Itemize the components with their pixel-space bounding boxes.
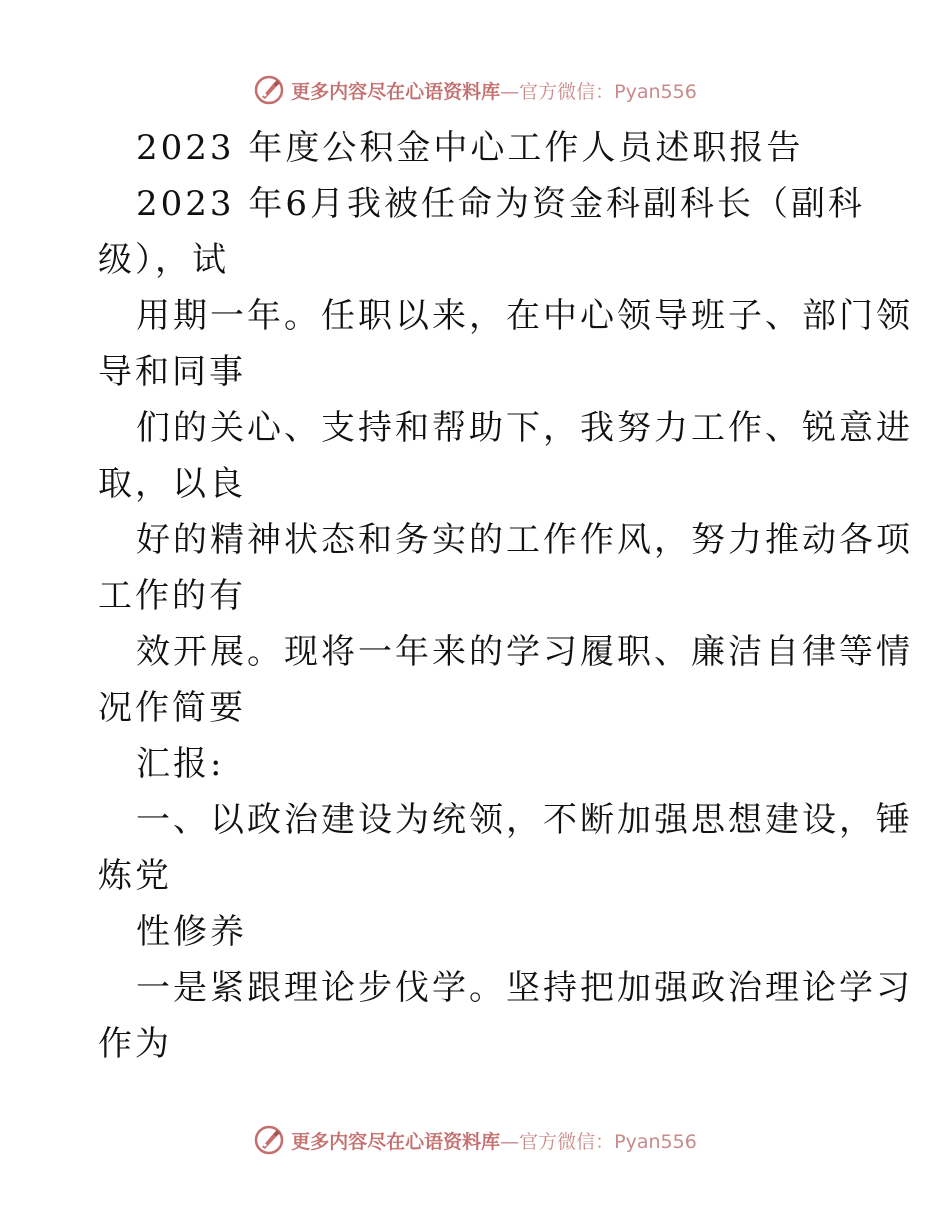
watermark-dash: — [500,1130,520,1153]
watermark-suffix: 官方微信：Pyan556 [519,1130,697,1153]
document-line: 性修养 [136,912,247,952]
watermark-suffix: 官方微信：Pyan556 [519,80,697,103]
watermark-footer [0,1120,950,1160]
document-line: 况作简要 [98,688,246,728]
document-body [98,120,913,1072]
document-line: 用期一年。任职以来，在中心领导班子、部门领 [136,296,913,336]
document-line: 取，以良 [98,464,246,504]
watermark-brand: 更多内容尽在心语资料库 [291,1130,501,1153]
document-title: 2023 年度公积金中心工作人员述职报告 [136,128,804,168]
document-line: 们的关心、支持和帮助下，我努力工作、锐意进 [136,408,913,448]
document-line: 一是紧跟理论步伐学。坚持把加强政治理论学习 [136,968,913,1008]
fountain-pen-logo-icon [253,74,285,106]
watermark-text [291,1127,697,1154]
document-line: 2023 年6月我被任命为资金科副科长（副科 [136,184,865,224]
document-line: 炼党 [98,856,172,896]
document-line: 好的精神状态和务实的工作作风，努力推动各项 [136,520,913,560]
document-line: 工作的有 [98,576,246,616]
watermark-text [291,77,697,104]
watermark-header [0,70,950,110]
document-line: 一、以政治建设为统领，不断加强思想建设，锤 [136,800,913,840]
watermark-brand: 更多内容尽在心语资料库 [291,80,501,103]
document-line: 汇报: [136,744,225,784]
fountain-pen-logo-icon [253,1124,285,1156]
document-line: 作为 [98,1024,172,1064]
document-line: 级），试 [98,240,229,280]
watermark-dash: — [500,80,520,103]
document-line: 效开展。现将一年来的学习履职、廉洁自律等情 [136,632,913,672]
document-line: 导和同事 [98,352,246,392]
